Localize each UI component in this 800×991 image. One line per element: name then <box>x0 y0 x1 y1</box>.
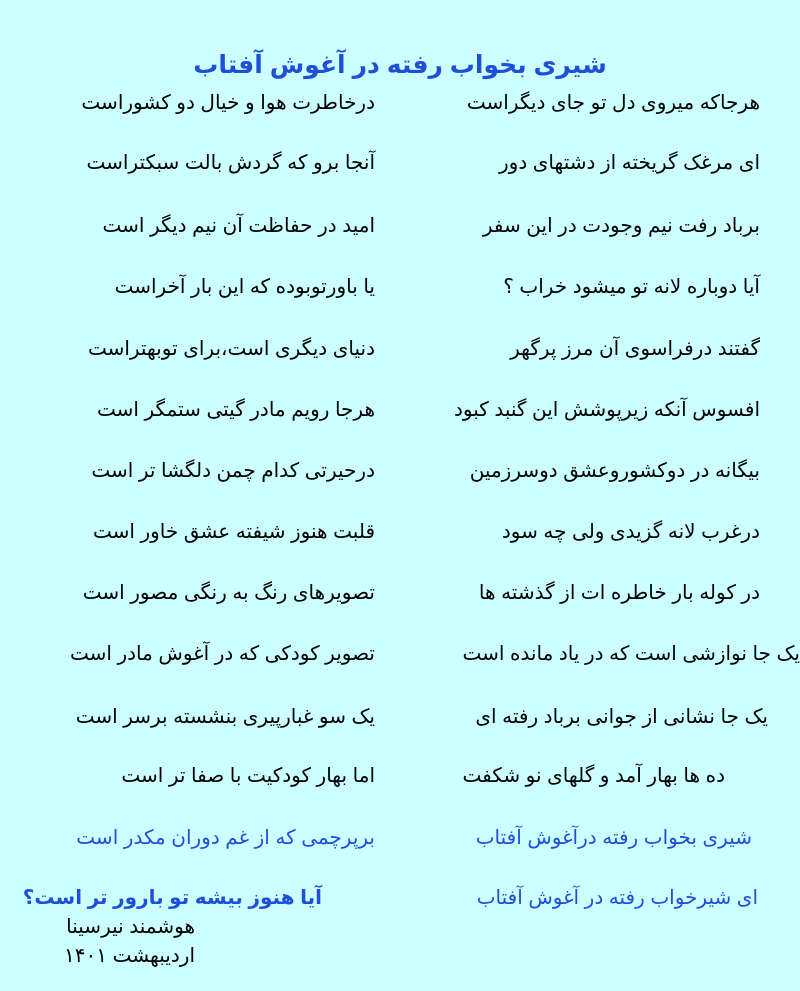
verse-10-first: یک جا نوازشی است که در یاد مانده است <box>462 643 800 665</box>
verse-12-first: ده ها بهار آمد و گلهای نو شکفت <box>462 765 725 787</box>
verse-1-second: درخاطرت هوا و خیال دو کشوراست <box>81 92 375 114</box>
verse-12-second: اما بهار کودکیت با صفا تر است <box>121 765 375 787</box>
verse-6-first: افسوس آنکه زیرپوشش این گنبد کبود <box>453 399 760 421</box>
verse-9-first: در کوله بار خاطره ات از گذشته ها <box>478 582 760 604</box>
author-name: هوشمند نیرسینا <box>66 916 195 938</box>
verse-1-first: هرجاکه میروی دل تو جای دیگراست <box>466 92 760 114</box>
poem-title: شیری بخواب رفته در آغوش آفتاب <box>193 51 607 79</box>
verse-2-first: ای مرغک گریخته از دشتهای دور <box>499 152 760 174</box>
verse-7-first: بیگانه در دوکشوروعشق دوسرزمین <box>469 460 760 482</box>
verse-3-first: برباد رفت نیم وجودت در این سفر <box>482 215 760 237</box>
verse-10-second: تصویر کودکی که در آغوش مادر است <box>69 643 375 665</box>
verse-3-second: امید در حفاظت آن نیم دیگر است <box>102 215 375 237</box>
verse-7-second: درحیرتی کدام چمن دلگشا تر است <box>91 460 375 482</box>
verse-4-second: یا باورتوبوده که این بار آخراست <box>114 276 375 298</box>
verse-8-second: قلبت هنوز شیفته عشق خاور است <box>92 521 375 543</box>
verse-11-first: یک جا نشانی از جوانی برباد رفته ای <box>475 706 768 728</box>
verse-6-second: هرجا رویم مادر گیتی ستمگر است <box>96 399 375 421</box>
verse-14-second: آیا هنوز بیشه تو بارور تر است؟ <box>22 887 322 909</box>
verse-14-first: ای شیرخواب رفته در آغوش آفتاب <box>476 887 758 909</box>
verse-13-first: شیری بخواب رفته درآغوش آفتاب <box>475 827 752 849</box>
verse-2-second: آنجا برو که گردش بالت سبکتراست <box>86 152 375 174</box>
verse-13-second: برپرچمی که از غم دوران مکدر است <box>76 827 375 849</box>
verse-5-first: گفتند درفراسوی آن مرز پرگهر <box>510 338 760 360</box>
verse-5-second: دنیای دیگری است،برای توبهتراست <box>87 338 375 360</box>
poem-date: اردیبهشت ۱۴۰۱ <box>64 945 195 967</box>
verse-9-second: تصویرهای رنگ به رنگی مصور است <box>82 582 375 604</box>
verse-11-second: یک سو غبارپیری بنشسته برسر است <box>75 706 375 728</box>
verse-8-first: درغرب لانه گزیدی ولی چه سود <box>501 521 760 543</box>
verse-4-first: آیا دوباره لانه تو میشود خراب ؟ <box>503 276 760 298</box>
